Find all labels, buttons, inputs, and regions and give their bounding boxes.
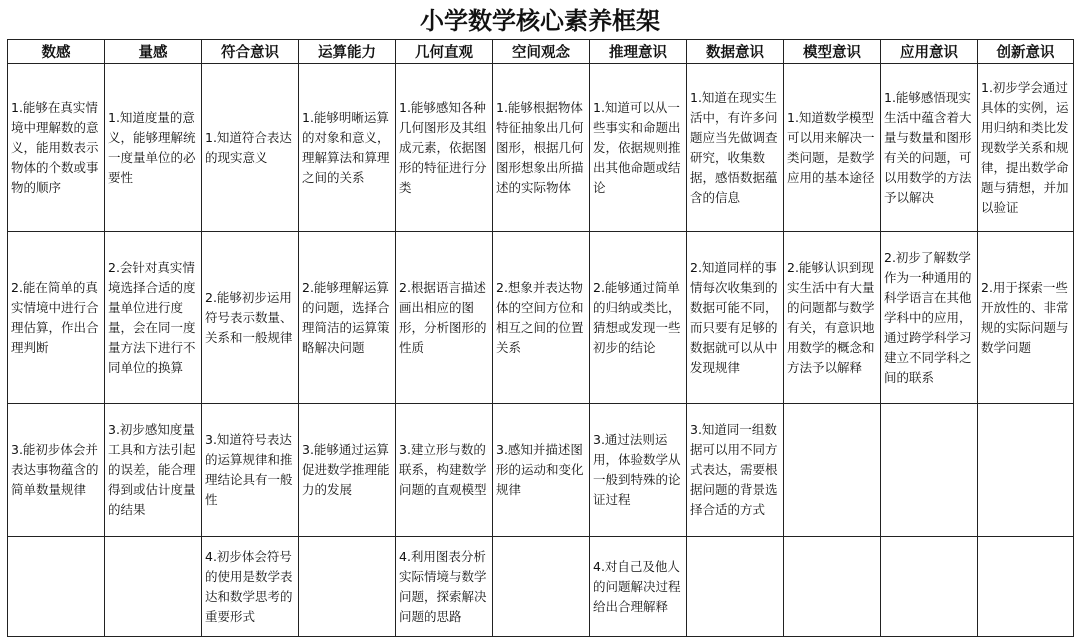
column-header: 运算能力 bbox=[299, 40, 396, 64]
table-cell bbox=[784, 404, 881, 537]
table-cell: 3.初步感知度量工具和方法引起的误差，能合理得到或估计度量的结果 bbox=[105, 404, 202, 537]
table-cell: 1.能够明晰运算的对象和意义，理解算法和算理之间的关系 bbox=[299, 64, 396, 232]
table-cell: 3.能够通过运算促进数学推理能力的发展 bbox=[299, 404, 396, 537]
table-cell: 2.初步了解数学作为一种通用的科学语言在其他学科中的应用，通过跨学科学习建立不同学科之间的联系 bbox=[881, 232, 978, 404]
table-cell: 2.知道同样的事情每次收集到的数据可能不同，而只要有足够的数据就可以从中发现规律 bbox=[687, 232, 784, 404]
table-row bbox=[8, 64, 1074, 232]
table-cell bbox=[881, 537, 978, 637]
column-header: 数据意识 bbox=[687, 40, 784, 64]
table-cell bbox=[784, 537, 881, 637]
column-header: 几何直观 bbox=[396, 40, 493, 64]
column-header: 符合意识 bbox=[202, 40, 299, 64]
column-header: 量感 bbox=[105, 40, 202, 64]
table-cell: 2.根据语言描述画出相应的图形，分析图形的性质 bbox=[396, 232, 493, 404]
page-title: 小学数学核心素养框架 bbox=[420, 6, 660, 35]
table-cell bbox=[881, 404, 978, 537]
table-cell: 1.能够根据物体特征抽象出几何图形，根据几何图形想象出所描述的实际物体 bbox=[493, 64, 590, 232]
table-cell: 1.能够在真实情境中理解数的意义，能用数表示物体的个数或事物的顺序 bbox=[8, 64, 105, 232]
table-cell: 2.能在简单的真实情境中进行合理估算，作出合理判断 bbox=[8, 232, 105, 404]
column-header: 创新意识 bbox=[978, 40, 1074, 64]
table-cell bbox=[105, 537, 202, 637]
table-cell: 3.通过法则运用，体验数学从一般到特殊的论证过程 bbox=[590, 404, 687, 537]
column-header: 模型意识 bbox=[784, 40, 881, 64]
table-cell bbox=[493, 537, 590, 637]
table-cell bbox=[687, 537, 784, 637]
table-cell bbox=[299, 537, 396, 637]
table-cell: 4.初步体会符号的使用是数学表达和数学思考的重要形式 bbox=[202, 537, 299, 637]
table-cell: 3.能初步体会并表达事物蕴含的简单数量规律 bbox=[8, 404, 105, 537]
table-cell: 1.知道数学模型可以用来解决一类问题，是数学应用的基本途径 bbox=[784, 64, 881, 232]
table-cell: 2.会针对真实情境选择合适的度量单位进行度量，会在同一度量方法下进行不同单位的换算 bbox=[105, 232, 202, 404]
table-cell: 4.利用图表分析实际情境与数学问题，探索解决问题的思路 bbox=[396, 537, 493, 637]
table-cell: 1.知道符合表达的现实意义 bbox=[202, 64, 299, 232]
table-cell: 4.对自己及他人的问题解决过程给出合理解释 bbox=[590, 537, 687, 637]
framework-table bbox=[7, 39, 1074, 637]
table-cell: 1.初步学会通过具体的实例，运用归纳和类比发现数学关系和规律，提出数学命题与猜想，并加以验证 bbox=[978, 64, 1074, 232]
table-cell: 1.知道可以从一些事实和命题出发，依据规则推出其他命题或结论 bbox=[590, 64, 687, 232]
table-cell bbox=[978, 537, 1074, 637]
table-cell: 3.建立形与数的联系，构建数学问题的直观模型 bbox=[396, 404, 493, 537]
table-cell: 3.知道符号表达的运算规律和推理结论具有一般性 bbox=[202, 404, 299, 537]
column-header: 应用意识 bbox=[881, 40, 978, 64]
column-header: 空间观念 bbox=[493, 40, 590, 64]
table-row bbox=[8, 404, 1074, 537]
table-cell: 2.能够初步运用符号表示数量、关系和一般规律 bbox=[202, 232, 299, 404]
table-cell: 2.能够理解运算的问题，选择合理简洁的运算策略解决问题 bbox=[299, 232, 396, 404]
column-header: 数感 bbox=[8, 40, 105, 64]
table-cell: 3.知道同一组数据可以用不同方式表达，需要根据问题的背景选择合适的方式 bbox=[687, 404, 784, 537]
table-cell: 1.能够感知各种几何图形及其组成元素，依据图形的特征进行分类 bbox=[396, 64, 493, 232]
table-row bbox=[8, 232, 1074, 404]
table-cell: 2.想象并表达物体的空间方位和相互之间的位置关系 bbox=[493, 232, 590, 404]
table-cell: 2.能够通过简单的归纳或类比，猜想或发现一些初步的结论 bbox=[590, 232, 687, 404]
table-cell: 3.感知并描述图形的运动和变化规律 bbox=[493, 404, 590, 537]
table-cell: 1.知道在现实生活中，有许多问题应当先做调查研究，收集数据，感悟数据蕴含的信息 bbox=[687, 64, 784, 232]
table-cell: 2.用于探索一些开放性的、非常规的实际问题与数学问题 bbox=[978, 232, 1074, 404]
table-cell: 2.能够认识到现实生活中有大量的问题都与数学有关，有意识地用数学的概念和方法予以解释 bbox=[784, 232, 881, 404]
table-cell: 1.能够感悟现实生活中蕴含着大量与数量和图形有关的问题，可以用数学的方法予以解决 bbox=[881, 64, 978, 232]
table-cell bbox=[8, 537, 105, 637]
table-cell bbox=[978, 404, 1074, 537]
header-row bbox=[8, 40, 1074, 64]
column-header: 推理意识 bbox=[590, 40, 687, 64]
table-row bbox=[8, 537, 1074, 637]
table-cell: 1.知道度量的意义，能够理解统一度量单位的必要性 bbox=[105, 64, 202, 232]
